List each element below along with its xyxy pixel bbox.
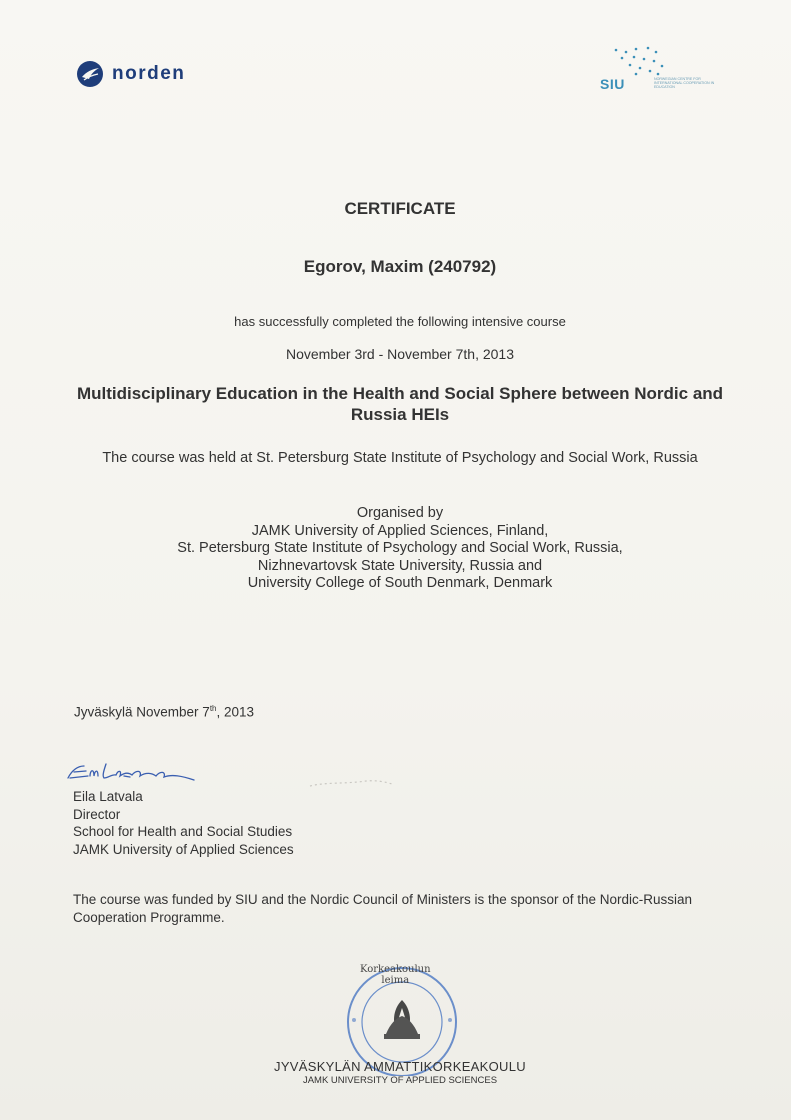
- signatory-unit: School for Health and Social Studies: [73, 824, 293, 839]
- siu-logo-text: SIU: [600, 76, 625, 92]
- institution-name-finnish: JYVÄSKYLÄN AMMATTIKORKEAKOULU: [274, 1059, 526, 1074]
- norden-logo-text: norden: [112, 63, 186, 84]
- completion-statement: has successfully completed the following intensive course: [234, 314, 566, 329]
- certificate-title: CERTIFICATE: [344, 199, 456, 218]
- siu-logo-description: NORWEGIAN CENTRE FOR INTERNATIONAL COOPERATION IN EDUCATION: [654, 77, 715, 90]
- siu-dots-icon: [606, 46, 676, 76]
- signatory-organisation: JAMK University of Applied Sciences: [73, 841, 294, 857]
- course-dates: November 3rd - November 7th, 2013: [286, 346, 514, 362]
- issue-place: Jyväskylä: [74, 704, 133, 720]
- course-venue: The course was held at St. Petersburg State Institute of Psychology and Social Work, Russia: [102, 450, 698, 466]
- organiser-item: JAMK University of Applied Sciences, Finland,: [251, 522, 549, 539]
- organised-by-label: Organised by: [356, 505, 444, 521]
- place-and-date: [74, 704, 254, 720]
- organisers-block: [60, 505, 740, 593]
- issue-date-suffix: th: [209, 704, 217, 713]
- norden-logo: [76, 60, 185, 88]
- signatory-role: Director: [73, 806, 121, 822]
- signatory-name: Eila Latvala: [73, 789, 143, 804]
- recipient-name: Egorov, Maxim (240792): [303, 257, 497, 276]
- issue-date-year: , 2013: [216, 704, 255, 720]
- stamp-label-line: leima: [381, 975, 410, 986]
- norden-swan-icon: [76, 60, 104, 88]
- course-title: Multidisciplinary Education in the Health and Social Sphere between Nordic and Russia HEIs: [76, 384, 724, 424]
- issue-date-month: November 7: [136, 704, 210, 720]
- organiser-item: University College of South Denmark, Denmark: [247, 575, 553, 591]
- institution-name-english: JAMK UNIVERSITY OF APPLIED SCIENCES: [302, 1075, 498, 1086]
- siu-logo: [598, 46, 728, 98]
- stamp-label: [360, 964, 431, 986]
- stamp-label-line: Korkeakoulun: [360, 964, 431, 975]
- funding-note: The course was funded by SIU and the Nordic Council of Ministers is the sponsor of the Nordic-Russian Cooperation Programme.: [73, 892, 693, 925]
- faint-mark: [306, 772, 396, 792]
- organiser-item: St. Petersburg State Institute of Psychology and Social Work, Russia,: [177, 540, 623, 556]
- signatory-block: [73, 788, 294, 858]
- organiser-item: Nizhnevartovsk State University, Russia and: [257, 557, 543, 574]
